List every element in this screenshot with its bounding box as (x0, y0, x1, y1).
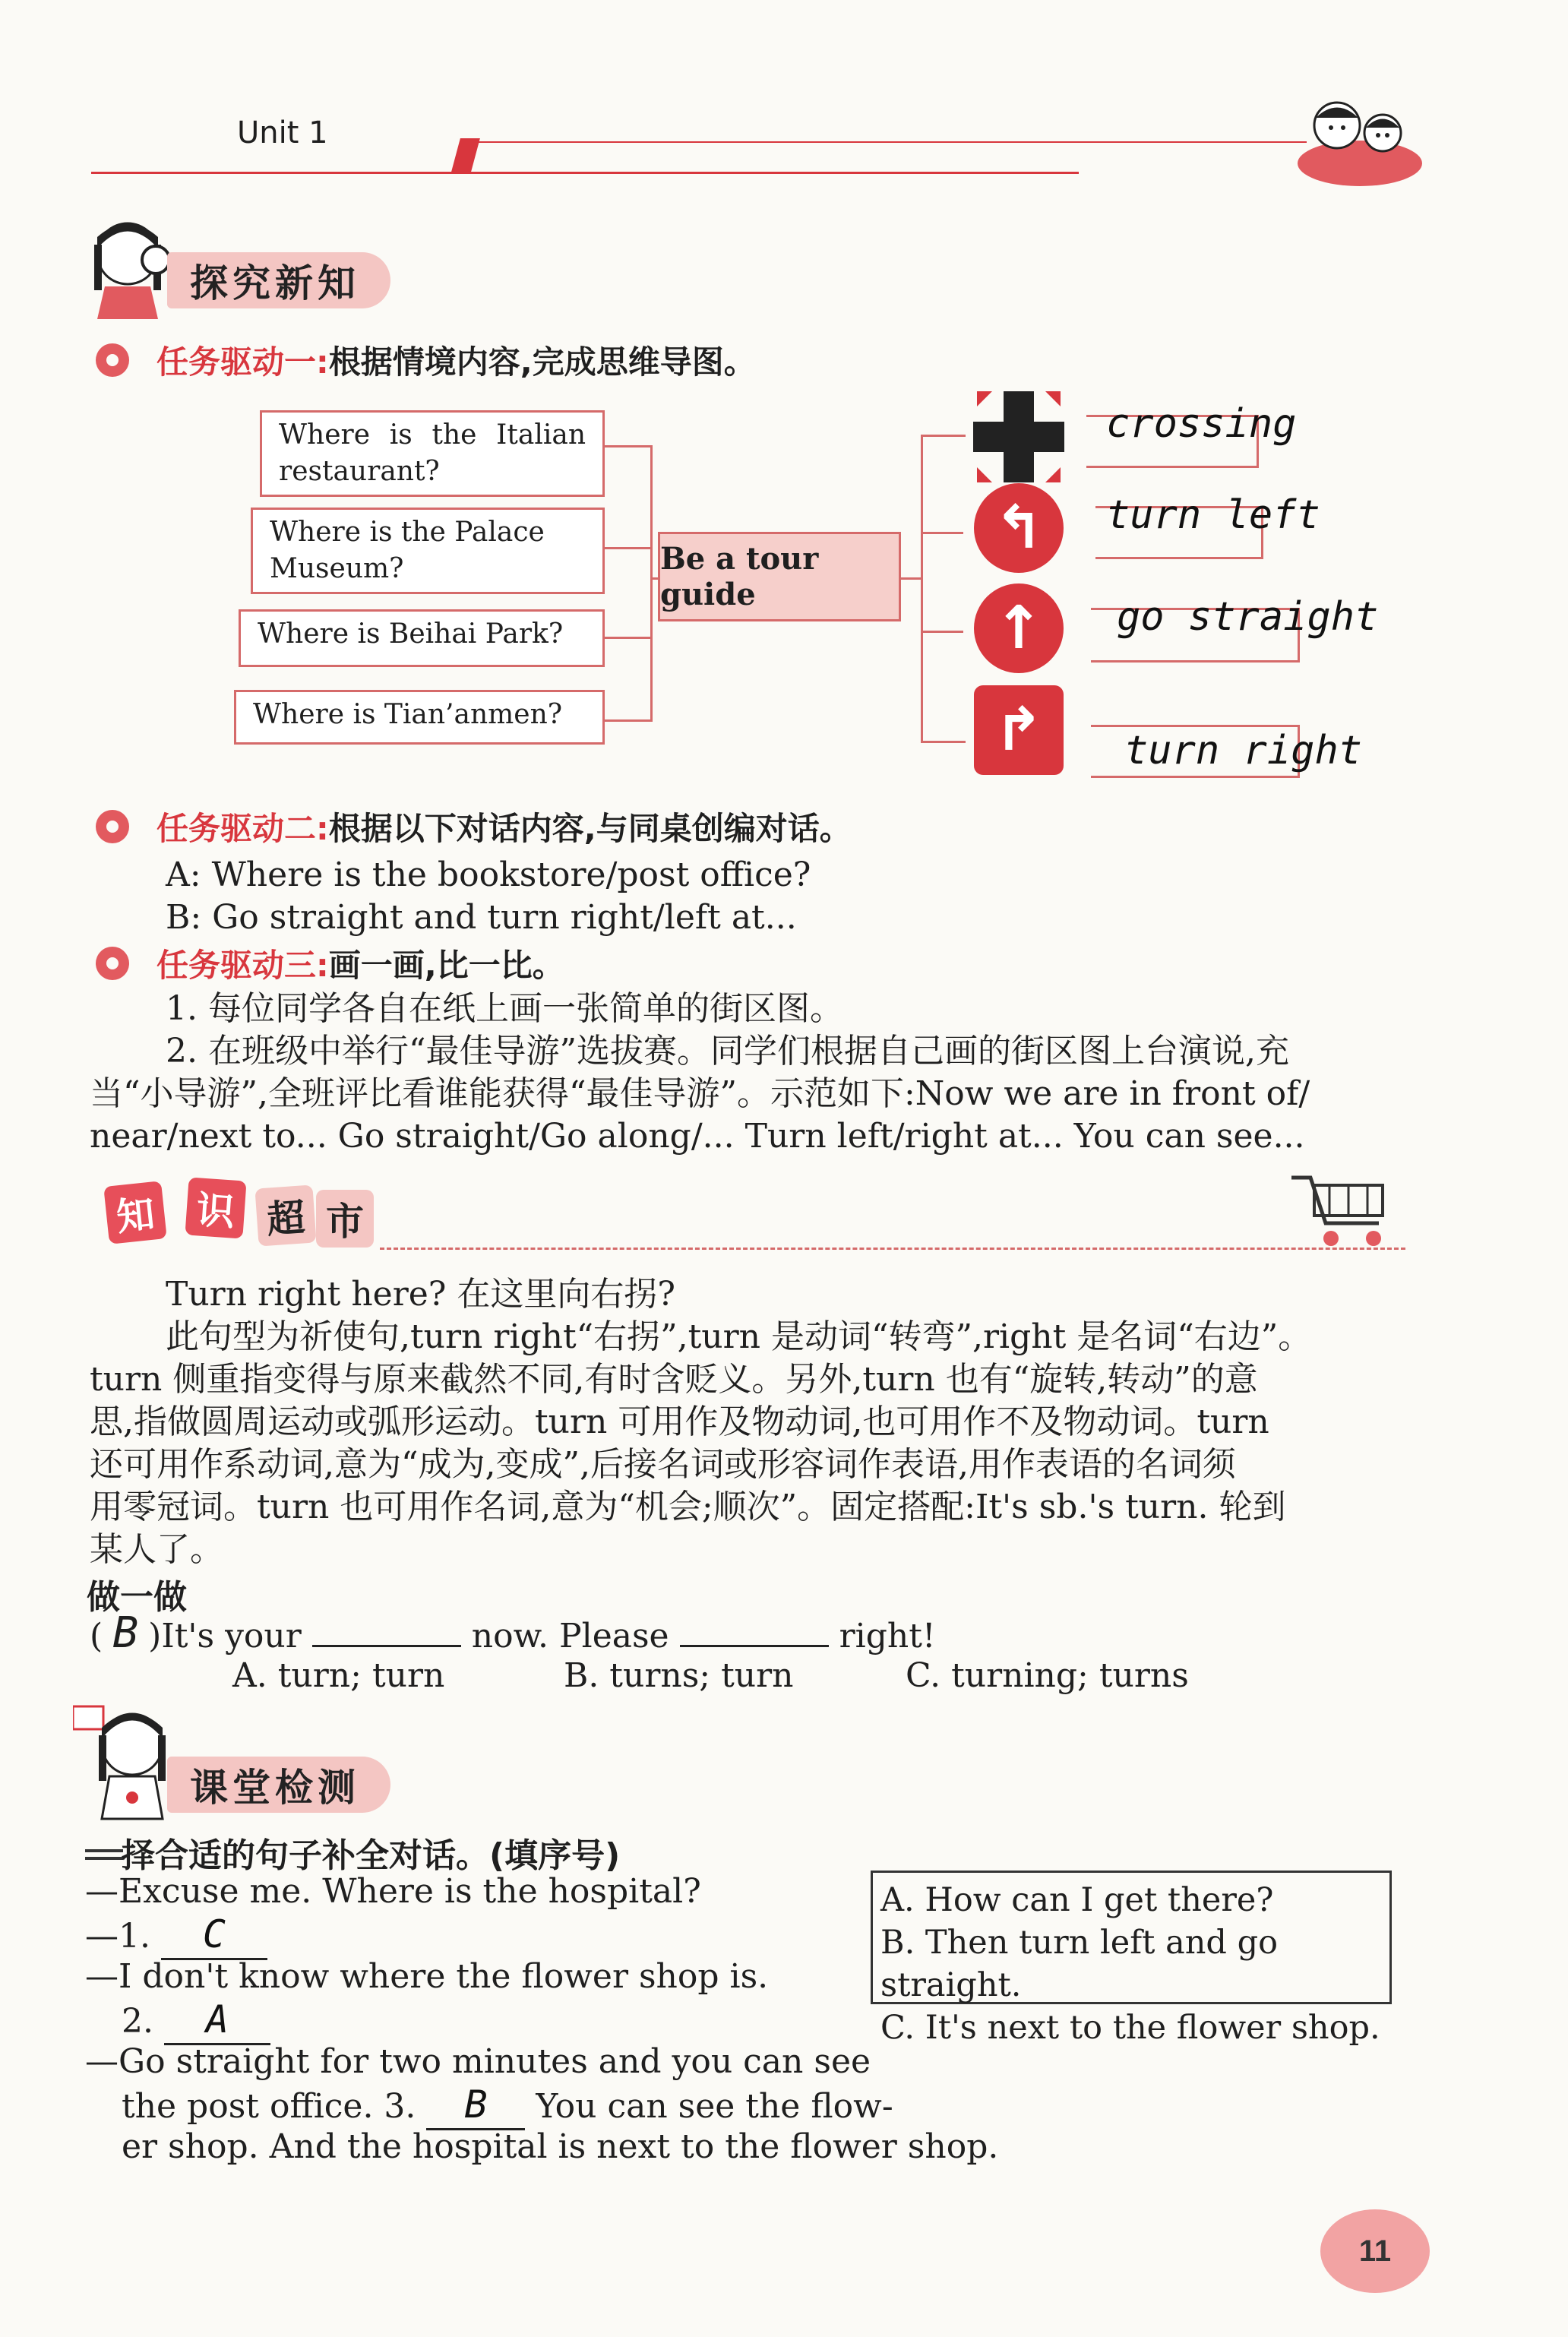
task1-title (156, 337, 756, 383)
knowledge-title-char-3: 超 (254, 1184, 316, 1246)
knowledge-line-5: 还可用作系动词,意为“成为,变成”,后接名词或形容词作表语,用作表语的名词须 (90, 1445, 1236, 1484)
header-line-upper (471, 141, 1307, 143)
option-a: A. How can I get there? (880, 1881, 1274, 1919)
task3-line-3: 当“小导游”,全班评比看谁能获得“最佳导游”。示范如下:Now we are in front of/ (90, 1074, 1310, 1113)
dialogue-line-1: —Excuse me. Where is the hospital? (85, 1872, 701, 1911)
task2-text: 根据以下对话内容,与同桌创编对话。 (328, 810, 852, 847)
practice-q-part1: )It's your (148, 1617, 302, 1656)
scribble-mark (85, 1857, 123, 1860)
left-bracket (605, 445, 653, 722)
task1-label: 任务驱动一: (156, 343, 329, 381)
practice-q-part2: now. Please (471, 1617, 669, 1656)
girl-scorecard-icon (73, 1691, 179, 1820)
answer-3[interactable]: B (464, 2082, 488, 2127)
answer-blank-2[interactable] (164, 1998, 270, 2045)
answer-2[interactable]: A (205, 1997, 229, 2041)
check-instruction: 择合适的句子补全对话。(填序号) (122, 1836, 621, 1875)
task3-label: 任务驱动三: (156, 947, 329, 984)
kids-illustration-icon (1291, 84, 1428, 190)
task3-title (156, 941, 564, 986)
practice-blank-2[interactable] (680, 1645, 829, 1647)
header-red-marker-icon (451, 138, 480, 172)
task2-line-b: B: Go straight and turn right/left at... (166, 898, 797, 937)
practice-q-part3: right! (839, 1617, 936, 1656)
dialogue-line-6-rest: You can see the flow- (536, 2087, 893, 2126)
task3-line-1: 1. 每位同学各自在纸上画一张简单的街区图。 (166, 989, 843, 1028)
practice-title: 做一做 (87, 1578, 187, 1617)
knowledge-line-6: 用零冠词。turn 也可用作名词,意为“机会;顺次”。固定搭配:It's sb.'s turn. 轮到 (90, 1488, 1286, 1526)
task3-line-2: 2. 在班级中举行“最佳导游”选拔赛。同学们根据自己画的街区图上台演说,充 (166, 1032, 1289, 1070)
knowledge-title-char-2: 识 (185, 1177, 246, 1238)
scribble-mark (85, 1849, 123, 1852)
practice-question (90, 1608, 936, 1658)
option-c: C. It's next to the flower shop. (880, 2009, 1380, 2047)
question-box-4: Where is Tian’anmen? (234, 690, 605, 745)
options-box (871, 1871, 1392, 2047)
handwritten-answer-1[interactable]: crossing (1106, 401, 1297, 447)
task3-line-4: near/next to... Go straight/Go along/... Turn left/right at... You can see... (90, 1117, 1305, 1156)
mindmap-center: Be a tour guide (658, 532, 901, 621)
knowledge-line-4: 思,指做圆周运动或弧形运动。turn 可用作及物动词,也可用作不及物动词。turn (90, 1403, 1269, 1441)
task1-text: 根据情境内容,完成思维导图。 (328, 343, 756, 381)
knowledge-line-7: 某人了。 (90, 1530, 223, 1569)
section-title-classroom-check: 课堂检测 (167, 1757, 390, 1813)
dialogue-line-7: er shop. And the hospital is next to the flower shop. (122, 2127, 999, 2166)
knowledge-line-2: 此句型为祈使句,turn right“右拐”,turn 是动词“转弯”,right 是名词“右边”。 (166, 1317, 1312, 1356)
connector (605, 637, 650, 639)
connector (921, 532, 963, 534)
go-straight-sign-icon: ↑ (974, 583, 1064, 673)
practice-answer[interactable]: B (112, 1608, 139, 1658)
connector (605, 547, 650, 549)
knowledge-title-char-4: 市 (316, 1190, 374, 1248)
header-line (91, 172, 1079, 174)
question-box-2: Where is the Palace Museum? (251, 508, 605, 594)
answer-1[interactable]: C (202, 1912, 226, 1956)
section-title-explore: 探究新知 (167, 252, 390, 308)
dialogue-line-2 (85, 1913, 267, 1960)
dialogue-line-5: —Go straight for two minutes and you can see (85, 2042, 871, 2081)
practice-option-c: C. turning; turns (906, 1656, 1189, 1695)
question-box-3: Where is Beihai Park? (239, 609, 605, 667)
task2-label: 任务驱动二: (156, 810, 329, 847)
knowledge-title-char-1: 知 (103, 1181, 167, 1244)
connector (921, 631, 963, 633)
practice-option-b: B. turns; turn (564, 1656, 794, 1695)
unit-label: Unit 1 (237, 115, 328, 150)
gear-icon (96, 947, 129, 980)
question-box-1: Where is the Italian restaurant? (260, 410, 605, 497)
dialogue-line-3: —I don't know where the flower shop is. (85, 1957, 769, 1996)
dialogue-num-1: —1. (85, 1917, 150, 1956)
knowledge-divider (380, 1248, 1405, 1250)
task2-line-a: A: Where is the bookstore/post office? (166, 855, 811, 894)
crossing-sign-icon (969, 387, 1068, 486)
shopping-cart-icon (1284, 1162, 1398, 1254)
dialogue-num-2: 2. (122, 2002, 153, 2041)
task2-title (156, 804, 852, 849)
answer-blank-3[interactable] (426, 2083, 525, 2130)
answer-blank-1[interactable] (161, 1913, 267, 1960)
connector (901, 577, 921, 580)
practice-blank-1[interactable] (312, 1645, 461, 1647)
handwritten-answer-3[interactable]: go straight (1117, 594, 1379, 640)
dialogue-line-6 (122, 2083, 893, 2130)
dialogue-num-3: the post office. 3. (122, 2087, 416, 2126)
gear-icon (96, 343, 129, 377)
practice-option-a: A. turn; turn (232, 1656, 445, 1695)
knowledge-line-1: Turn right here? 在这里向右拐? (166, 1275, 675, 1314)
turn-right-sign-icon: ↱ (974, 685, 1064, 775)
turn-left-sign-icon: ↰ (974, 483, 1064, 573)
option-b: B. Then turn left and go straight. (880, 1924, 1279, 2004)
page-number: 11 (1320, 2209, 1430, 2293)
knowledge-line-3: turn 侧重指变得与原来截然不同,有时含贬义。另外,turn 也有“旋转,转动”的意 (90, 1360, 1258, 1399)
right-bracket (921, 435, 966, 743)
gear-icon (96, 810, 129, 843)
handwritten-answer-4[interactable]: turn right (1124, 728, 1363, 773)
handwritten-answer-2[interactable]: turn left (1106, 492, 1320, 538)
dialogue-line-4 (122, 1998, 270, 2045)
task3-text: 画一画,比一比。 (328, 947, 564, 984)
bracket-open: ( (90, 1617, 103, 1656)
